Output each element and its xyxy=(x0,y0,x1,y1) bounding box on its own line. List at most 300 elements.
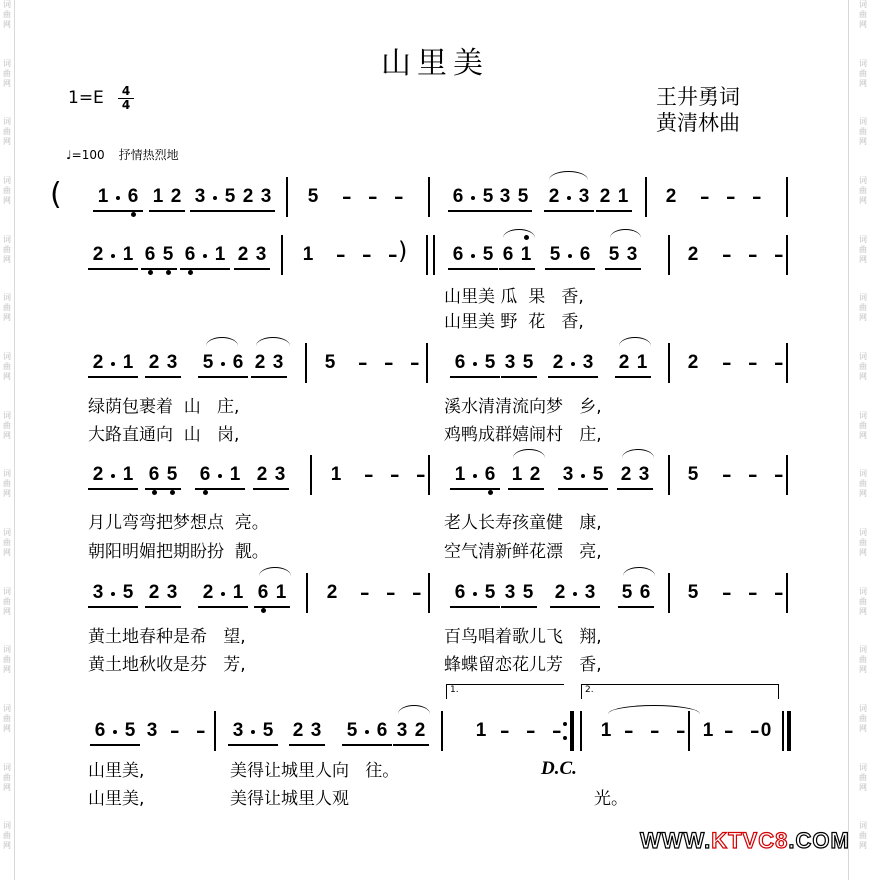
tie xyxy=(623,567,655,576)
dash: – xyxy=(552,720,562,742)
note: 1 xyxy=(600,720,612,741)
augmentation-dot xyxy=(111,362,115,366)
lyric-line: 美得让城里人观 xyxy=(230,789,349,809)
barline xyxy=(310,455,312,495)
beam-line xyxy=(448,210,498,212)
note: 2 xyxy=(292,720,304,741)
beam-line xyxy=(550,606,600,608)
note: 2 xyxy=(326,582,338,603)
barline xyxy=(786,235,788,275)
barline xyxy=(428,573,430,613)
low-octave-dot xyxy=(488,490,493,495)
note: 2 xyxy=(254,352,266,373)
low-octave-dot xyxy=(166,270,171,275)
barline xyxy=(668,573,670,613)
note: 6 xyxy=(144,244,156,265)
note: 3 xyxy=(504,582,516,603)
tie xyxy=(206,337,238,346)
barline xyxy=(786,455,788,495)
low-octave-dot xyxy=(148,270,153,275)
dash: – xyxy=(748,464,758,486)
volta-first: 1. xyxy=(446,684,564,699)
tie xyxy=(398,705,430,714)
expression-text: 抒情热烈地 xyxy=(118,148,179,162)
dash: – xyxy=(364,464,374,486)
beam-line xyxy=(88,268,138,270)
augmentation-dot xyxy=(111,592,115,596)
beam-line xyxy=(605,268,641,270)
lyric-line: 黄土地秋收是芬 芳, xyxy=(88,655,246,675)
barline xyxy=(428,177,430,217)
augmentation-dot xyxy=(473,592,477,596)
augmentation-dot xyxy=(365,730,369,734)
note: 3 xyxy=(92,582,104,603)
dash: – xyxy=(722,464,732,486)
note: 2 xyxy=(148,352,160,373)
lyric-line: 溪水清清流向梦 乡, xyxy=(444,397,602,417)
note: 5 xyxy=(592,464,604,485)
tempo-marking xyxy=(66,146,179,163)
note: 1 xyxy=(330,464,342,485)
note: 3 xyxy=(626,244,638,265)
note: 1 xyxy=(475,720,487,741)
note: 5 xyxy=(687,464,699,485)
note: 3 xyxy=(310,720,322,741)
note: 3 xyxy=(499,186,511,207)
note: 5 xyxy=(324,352,336,373)
beam-line xyxy=(558,488,608,490)
key-signature: 1=E xyxy=(68,88,104,108)
final-bar xyxy=(787,711,791,751)
note: 2 xyxy=(170,186,182,207)
right-border xyxy=(848,0,849,880)
tie xyxy=(513,449,545,458)
note: 5 xyxy=(484,352,496,373)
lyric-line: 蜂蝶留恋花儿芳 香, xyxy=(444,655,602,675)
beam-line xyxy=(342,744,392,746)
note: 6 xyxy=(148,464,160,485)
note: 5 xyxy=(608,244,620,265)
open-paren: ( xyxy=(50,177,62,212)
augmentation-dot xyxy=(581,474,585,478)
dash: – xyxy=(700,186,710,208)
dash: – xyxy=(526,720,536,742)
dash: – xyxy=(410,352,420,374)
note: 5 xyxy=(122,582,134,603)
beam-line xyxy=(596,210,632,212)
dash: – xyxy=(368,186,378,208)
lyric-line: 大路直通向 山 岗, xyxy=(88,425,240,445)
note: 1 xyxy=(232,582,244,603)
dash: – xyxy=(624,720,634,742)
note: 2 xyxy=(92,352,104,373)
dash: – xyxy=(774,352,784,374)
note: 5 xyxy=(224,186,236,207)
note: 2 xyxy=(618,352,630,373)
note: 2 xyxy=(687,244,699,265)
site-url: WWW.KTVC8.COM xyxy=(640,828,850,853)
low-octave-dot xyxy=(203,490,208,495)
note: 3 xyxy=(232,720,244,741)
low-octave-dot xyxy=(261,608,266,613)
note: 2 xyxy=(687,352,699,373)
note: 1 xyxy=(152,186,164,207)
tie xyxy=(549,171,588,180)
note: 1 xyxy=(702,720,714,741)
note: 2 xyxy=(554,582,566,603)
lyric-line: 黄土地春种是希 望, xyxy=(88,627,246,647)
note: 3 xyxy=(255,244,267,265)
beam-line xyxy=(145,376,181,378)
dash: – xyxy=(416,464,426,486)
note: 5 xyxy=(621,582,633,603)
beam-line xyxy=(544,210,594,212)
note: 5 xyxy=(549,244,561,265)
note: 6 xyxy=(579,244,591,265)
note: 1 xyxy=(636,352,648,373)
note: 6 xyxy=(454,352,466,373)
lyric-line: 老人长寿孩童健 康, xyxy=(444,513,602,533)
dash: – xyxy=(336,244,346,266)
dash: – xyxy=(774,244,784,266)
beam-line xyxy=(251,376,287,378)
augmentation-dot xyxy=(473,362,477,366)
beam-line xyxy=(501,376,537,378)
beam-line xyxy=(289,744,325,746)
barline xyxy=(668,343,670,383)
volta-second: 2. xyxy=(581,684,779,699)
lyric-line: 朝阳明媚把期盼扮 靓。 xyxy=(88,542,269,562)
dash: – xyxy=(388,244,398,266)
note: 6 xyxy=(639,582,651,603)
lyric-line: 光。 xyxy=(594,789,628,809)
lyric-line: 空气清新鲜花漂 亮, xyxy=(444,542,602,562)
barline xyxy=(782,711,784,751)
time-signature: 4 4 xyxy=(118,85,134,112)
note: 5 xyxy=(517,186,529,207)
augmentation-dot xyxy=(473,474,477,478)
credits xyxy=(656,84,740,136)
tie xyxy=(608,705,700,714)
note: 2 xyxy=(529,464,541,485)
note: 5 xyxy=(484,582,496,603)
augmentation-dot xyxy=(113,730,117,734)
note: 6 xyxy=(199,464,211,485)
barline xyxy=(688,711,690,751)
note: 6 xyxy=(94,720,106,741)
composer: 黄清林曲 xyxy=(656,111,740,135)
note: 2 xyxy=(202,582,214,603)
lyric-line: 百鸟唱着歌儿飞 翔, xyxy=(444,627,602,647)
note: 6 xyxy=(184,244,196,265)
barline xyxy=(433,235,435,275)
note: 3 xyxy=(194,186,206,207)
dash: – xyxy=(362,244,372,266)
tie xyxy=(610,229,641,238)
tie xyxy=(622,449,654,458)
dash: – xyxy=(384,352,394,374)
note: 5 xyxy=(482,244,494,265)
note: 1 xyxy=(97,186,109,207)
beam-line xyxy=(448,268,498,270)
beam-line xyxy=(508,488,544,490)
note: 2 xyxy=(548,186,560,207)
beam-line xyxy=(617,488,653,490)
beam-line xyxy=(88,606,138,608)
lyric-line: 美得让城里人向 往。 xyxy=(230,761,400,781)
note: 6 xyxy=(257,582,269,603)
note: 1 xyxy=(275,582,287,603)
dash: – xyxy=(774,464,784,486)
dash: – xyxy=(726,186,736,208)
barline xyxy=(645,177,647,217)
note: 3 xyxy=(166,352,178,373)
beam-line xyxy=(228,744,278,746)
note: 2 xyxy=(665,186,677,207)
note: 1 xyxy=(511,464,523,485)
beam-line xyxy=(450,376,500,378)
augmentation-dot xyxy=(471,196,475,200)
note: 1 xyxy=(229,464,241,485)
note: 6 xyxy=(454,582,466,603)
beam-line xyxy=(141,268,177,270)
barline xyxy=(305,343,307,383)
dash: – xyxy=(748,244,758,266)
repeat-dot xyxy=(563,722,567,726)
barline xyxy=(668,235,670,275)
note: 2 xyxy=(92,464,104,485)
note: 3 xyxy=(578,186,590,207)
dash: – xyxy=(752,186,762,208)
augmentation-dot xyxy=(221,592,225,596)
beam-line xyxy=(90,744,140,746)
dash: – xyxy=(390,464,400,486)
note: 2 xyxy=(237,244,249,265)
note: 3 xyxy=(274,464,286,485)
beam-line xyxy=(234,268,270,270)
beam-line xyxy=(180,268,230,270)
beam-line xyxy=(618,606,654,608)
barline xyxy=(580,711,582,751)
note: 6 xyxy=(452,244,464,265)
beam-line xyxy=(239,210,275,212)
beam-line xyxy=(499,268,535,270)
da-capo: D.C. xyxy=(541,758,577,779)
note: 3 xyxy=(146,720,158,741)
note: 6 xyxy=(127,186,139,207)
dash: – xyxy=(722,582,732,604)
augmentation-dot xyxy=(471,254,475,258)
lyric-line: 山里美 野 花 香, xyxy=(444,312,584,332)
barline xyxy=(281,235,283,275)
note: 2 xyxy=(256,464,268,485)
beam-line xyxy=(450,488,500,490)
left-border xyxy=(14,0,15,880)
barline xyxy=(786,177,788,217)
beam-line xyxy=(615,376,651,378)
beam-line xyxy=(501,606,537,608)
note: 5 xyxy=(202,352,214,373)
beam-line xyxy=(198,606,248,608)
note: 1 xyxy=(520,244,532,265)
beam-line xyxy=(149,210,185,212)
note: 3 xyxy=(584,582,596,603)
dash: – xyxy=(170,720,180,742)
beam-line xyxy=(496,210,532,212)
note: 6 xyxy=(502,244,514,265)
barline xyxy=(306,573,308,613)
note: 6 xyxy=(484,464,496,485)
note: 5 xyxy=(346,720,358,741)
dash: – xyxy=(724,720,734,742)
beam-line xyxy=(254,606,290,608)
lyric-line: 鸡鸭成群嬉闹村 庄, xyxy=(444,425,602,445)
beam-line xyxy=(195,488,245,490)
dash: – xyxy=(500,720,510,742)
beam-line xyxy=(393,744,429,746)
lyric-line: 山里美 瓜 果 香, xyxy=(444,287,584,307)
note: 5 xyxy=(162,244,174,265)
tempo-value: ♩=100 xyxy=(66,148,105,162)
watermark-left: 词 曲 网 词 曲 网 词 曲 网 词 曲 网 词 曲 网 词 曲 网 词 曲 网 词 曲 网 词 曲 网 词 曲 网 词 曲 网 词 曲 网 词 曲 网 词 曲 网 词 曲 网 xyxy=(3,0,11,851)
augmentation-dot xyxy=(573,592,577,596)
barline xyxy=(441,711,443,751)
dash: – xyxy=(412,582,422,604)
note: 3 xyxy=(396,720,408,741)
tie xyxy=(619,337,651,346)
lyric-line: 绿荫包裹着 山 庄, xyxy=(88,397,240,417)
note: 5 xyxy=(166,464,178,485)
note: 3 xyxy=(504,352,516,373)
note: 3 xyxy=(260,186,272,207)
augmentation-dot xyxy=(111,254,115,258)
augmentation-dot xyxy=(221,362,225,366)
lyric-line: 山里美, xyxy=(88,761,145,781)
dash: – xyxy=(650,720,660,742)
note: 3 xyxy=(272,352,284,373)
barline xyxy=(428,455,430,495)
augmentation-dot xyxy=(567,196,571,200)
note: 2 xyxy=(92,244,104,265)
tie xyxy=(259,567,291,576)
beam-line xyxy=(253,488,289,490)
note: 0 xyxy=(760,720,772,741)
dash: – xyxy=(360,582,370,604)
dash: – xyxy=(342,186,352,208)
note: 6 xyxy=(376,720,388,741)
beam-line xyxy=(88,488,138,490)
note: 3 xyxy=(638,464,650,485)
augmentation-dot xyxy=(571,362,575,366)
note: 3 xyxy=(582,352,594,373)
note: 5 xyxy=(687,582,699,603)
note: 1 xyxy=(454,464,466,485)
beam-line xyxy=(198,376,248,378)
note: 1 xyxy=(122,244,134,265)
beam-line xyxy=(450,606,500,608)
beam-line xyxy=(145,606,181,608)
augmentation-dot xyxy=(116,196,120,200)
beam-line xyxy=(145,488,181,490)
dash: – xyxy=(722,352,732,374)
augmentation-dot xyxy=(218,474,222,478)
note: 1 xyxy=(302,244,314,265)
dash: – xyxy=(748,352,758,374)
lyric-line: 山里美, xyxy=(88,789,145,809)
lyricist: 王井勇词 xyxy=(656,85,740,109)
barline xyxy=(426,235,428,275)
dash: – xyxy=(358,352,368,374)
note: 5 xyxy=(307,186,319,207)
low-octave-dot xyxy=(170,490,175,495)
barline xyxy=(214,711,216,751)
close-paren: ) xyxy=(398,237,408,265)
augmentation-dot xyxy=(568,254,572,258)
tie xyxy=(503,229,535,238)
lyric-line: 月儿弯弯把梦想点 亮。 xyxy=(88,513,269,533)
barline xyxy=(786,343,788,383)
barline xyxy=(668,455,670,495)
beam-line xyxy=(88,376,138,378)
barline xyxy=(426,343,428,383)
augmentation-dot xyxy=(213,196,217,200)
song-title: 山里美 xyxy=(381,46,489,81)
note: 3 xyxy=(166,582,178,603)
beam-line xyxy=(545,268,595,270)
dash: – xyxy=(722,244,732,266)
beam-line xyxy=(93,210,143,212)
note: 2 xyxy=(620,464,632,485)
note: 5 xyxy=(522,352,534,373)
note: 6 xyxy=(232,352,244,373)
augmentation-dot xyxy=(111,474,115,478)
dash: – xyxy=(750,720,760,742)
note: 3 xyxy=(562,464,574,485)
note: 2 xyxy=(242,186,254,207)
dash: – xyxy=(774,582,784,604)
repeat-end xyxy=(570,711,574,751)
dash: – xyxy=(748,582,758,604)
note: 5 xyxy=(522,582,534,603)
note: 2 xyxy=(414,720,426,741)
dash: – xyxy=(676,720,686,742)
note: 5 xyxy=(124,720,136,741)
dash: – xyxy=(394,186,404,208)
note: 5 xyxy=(482,186,494,207)
note: 5 xyxy=(262,720,274,741)
note: 1 xyxy=(122,352,134,373)
note: 2 xyxy=(148,582,160,603)
beam-line xyxy=(548,376,598,378)
repeat-dot xyxy=(563,736,567,740)
low-octave-dot xyxy=(131,212,136,217)
low-octave-dot xyxy=(152,490,157,495)
note: 6 xyxy=(452,186,464,207)
dash: – xyxy=(196,720,206,742)
augmentation-dot xyxy=(251,730,255,734)
note: 2 xyxy=(599,186,611,207)
tie xyxy=(256,337,290,346)
barline xyxy=(286,177,288,217)
watermark-right: 词 曲 网 词 曲 网 词 曲 网 词 曲 网 词 曲 网 词 曲 网 词 曲 网 词 曲 网 词 曲 网 词 曲 网 词 曲 网 词 曲 网 词 曲 网 词 曲 网 词 曲 网 xyxy=(859,0,867,851)
augmentation-dot xyxy=(203,254,207,258)
note: 1 xyxy=(617,186,629,207)
low-octave-dot xyxy=(188,270,193,275)
note: 2 xyxy=(552,352,564,373)
dash: – xyxy=(386,582,396,604)
note: 1 xyxy=(214,244,226,265)
barline xyxy=(786,573,788,613)
